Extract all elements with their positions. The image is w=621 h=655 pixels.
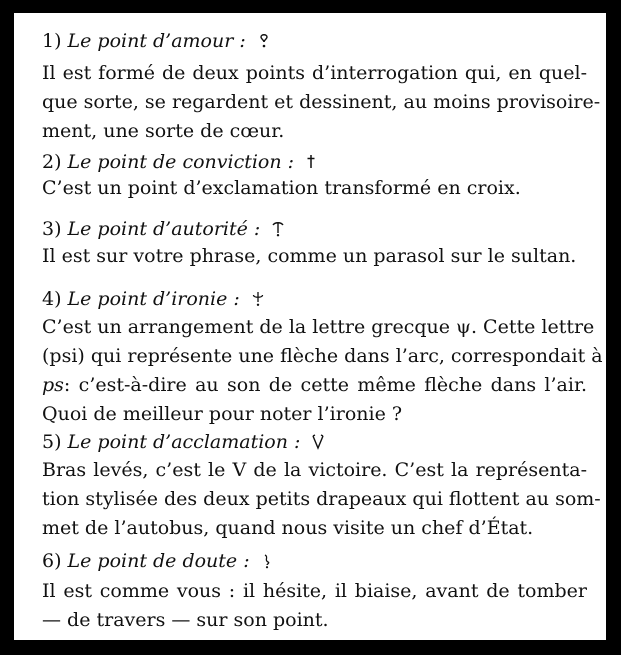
entry-heading bbox=[42, 549, 272, 573]
entry-number: 6) bbox=[42, 550, 62, 572]
paragraph-line: C’est un point d’exclamation transformé en croix. bbox=[42, 177, 521, 199]
point-conviction-icon bbox=[300, 151, 316, 173]
entry-number: 3) bbox=[42, 218, 62, 240]
point-acclamation-icon bbox=[306, 431, 324, 453]
entry-paragraph bbox=[42, 174, 587, 203]
paragraph-line: C’est un arrangement de la lettre grecque ψ. Cette lettre bbox=[42, 316, 595, 338]
entry-paragraph bbox=[42, 456, 601, 543]
entry-title: Le point d’ironie : bbox=[67, 288, 240, 310]
entry-title: Le point d’autorité : bbox=[67, 218, 261, 240]
point-autorite-icon bbox=[266, 218, 284, 240]
entry-number: 1) bbox=[42, 30, 62, 52]
paragraph-line: met de l’autobus, quand nous visite un chef d’État. bbox=[42, 517, 534, 539]
entry-heading bbox=[42, 287, 264, 311]
document-page bbox=[14, 13, 606, 640]
entry-paragraph bbox=[42, 59, 601, 146]
paragraph-line: Il est formé de deux points d’interrogation qui, en quel- bbox=[42, 62, 587, 84]
entry-number: 2) bbox=[42, 151, 62, 173]
paragraph-line: Il est comme vous : il hésite, il biaise, avant de tomber bbox=[42, 580, 587, 602]
line-rest: : c’est-à-dire au son de cette même flèche dans l’air. bbox=[63, 374, 587, 396]
paragraph-line: (psi) qui représente une flèche dans l’arc, correspondait à bbox=[42, 345, 603, 367]
point-doute-icon bbox=[256, 550, 272, 572]
paragraph-line: Quoi de meilleur pour noter l’ironie ? bbox=[42, 403, 403, 425]
paragraph-line: ment, une sorte de cœur. bbox=[42, 120, 285, 142]
entry-heading bbox=[42, 217, 284, 241]
entry-heading bbox=[42, 29, 270, 53]
entry-paragraph bbox=[42, 577, 587, 635]
paragraph-line: que sorte, se regardent et dessinent, au moins provisoire- bbox=[42, 91, 601, 113]
paragraph-line: — de travers — sur son point. bbox=[42, 609, 329, 631]
entry-title: Le point d’acclamation : bbox=[67, 431, 301, 453]
entry-title: Le point de conviction : bbox=[67, 151, 295, 173]
entry-number: 5) bbox=[42, 431, 62, 453]
italic-ps: ps bbox=[42, 374, 64, 396]
entry-heading bbox=[42, 150, 316, 174]
entry-paragraph bbox=[42, 313, 603, 429]
paragraph-line: tion stylisée des deux petits drapeaux qui flottent au som- bbox=[42, 488, 601, 510]
point-amour-icon bbox=[252, 30, 270, 52]
paragraph-line: Il est sur votre phrase, comme un parasol sur le sultan. bbox=[42, 245, 577, 267]
entry-paragraph bbox=[42, 242, 587, 271]
point-ironie-icon bbox=[246, 288, 264, 310]
entry-title: Le point de doute : bbox=[67, 550, 250, 572]
entry-heading bbox=[42, 430, 324, 454]
entry-title: Le point d’amour : bbox=[67, 30, 246, 52]
entry-number: 4) bbox=[42, 288, 62, 310]
paragraph-line: Bras levés, c’est le V de la victoire. C’est la représenta- bbox=[42, 459, 587, 481]
paragraph-line bbox=[42, 371, 587, 400]
